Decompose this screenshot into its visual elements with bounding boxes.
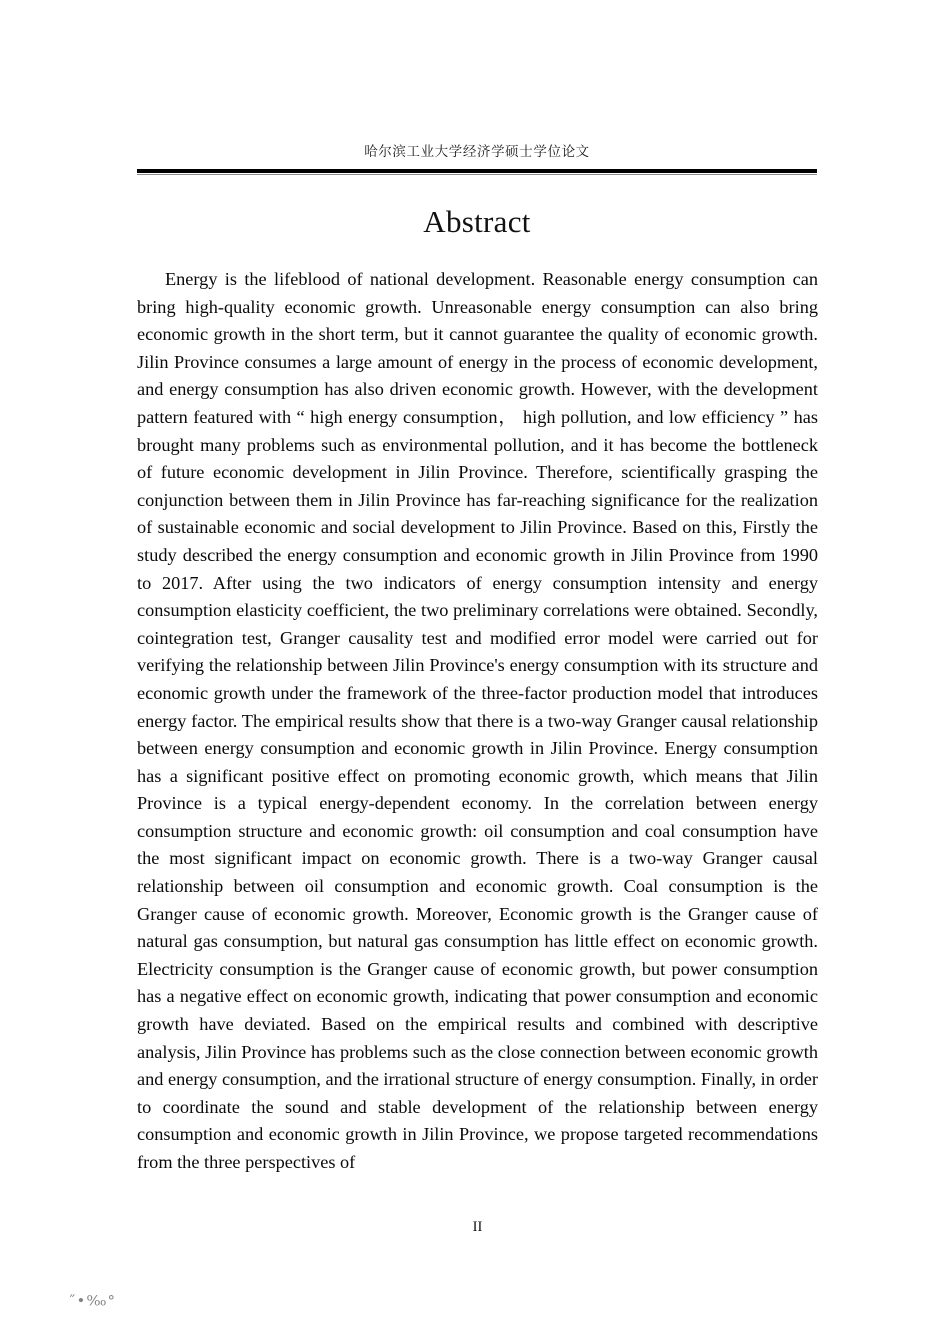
- page-footer: [137, 1218, 818, 1236]
- page-title: Abstract: [423, 204, 531, 239]
- header-rule-thin: [137, 174, 817, 175]
- running-header-text: 哈尔滨工业大学经济学硕士学位论文: [364, 144, 590, 160]
- scan-artifact-glyphs: ˝•‰°: [68, 1292, 116, 1310]
- running-header: [137, 143, 817, 175]
- page-number: II: [472, 1219, 483, 1235]
- abstract-paragraph: Energy is the lifeblood of national development. Reasonable energy consumption can bring high-quality economic growth. Unreasonable energy consumption can also bring economic growth in the short term, but it cannot guarantee the quality of economic growth. Jilin Province consumes a large amount of energy in the process of economic development, and energy consumption has also driven economic growth. However, with the development pattern featured with “ high energy consumption， high pollution, and low efficiency ” has brought many problems such as environmental pollution, and it has become the bottleneck of future economic development in Jilin Province. Therefore, scientifically grasping the conjunction between them in Jilin Province has far-reaching significance for the realization of sustainable economic and social development to Jilin Province. Based on this, Firstly the study described the energy consumption and economic growth in Jilin Province from 1990 to 2017. After using the two indicators of energy consumption intensity and energy consumption elasticity coefficient, the two preliminary correlations were obtained. Secondly, cointegration test, Granger causality test and modified error model were carried out for verifying the relationship between Jilin Province's energy consumption with its structure and economic growth under the framework of the three-factor production model that introduces energy factor. The empirical results show that there is a two-way Granger causal relationship between energy consumption and economic growth in Jilin Province. Energy consumption has a significant positive effect on promoting economic growth, which means that Jilin Province is a typical energy-dependent economy. In the correlation between energy consumption structure and economic growth: oil consumption and coal consumption have the most significant impact on economic growth. There is a two-way Granger causal relationship between oil consumption and economic growth. Coal consumption is the Granger cause of economic growth. Moreover, Economic growth is the Granger cause of natural gas consumption, but natural gas consumption has little effect on economic growth. Electricity consumption is the Granger cause of economic growth, but power consumption has a negative effect on economic growth, indicating that power consumption and economic growth have deviated. Based on the empirical results and combined with descriptive analysis, Jilin Province has problems such as the close connection between economic growth and energy consumption, and the irrational structure of energy consumption. Finally, in order to coordinate the sound and stable development of the relationship between energy consumption and economic growth in Jilin Province, we propose targeted recommendations from the three perspectives of: [137, 269, 818, 1172]
- header-rule-thick: [137, 169, 817, 173]
- abstract-body: [137, 266, 818, 1177]
